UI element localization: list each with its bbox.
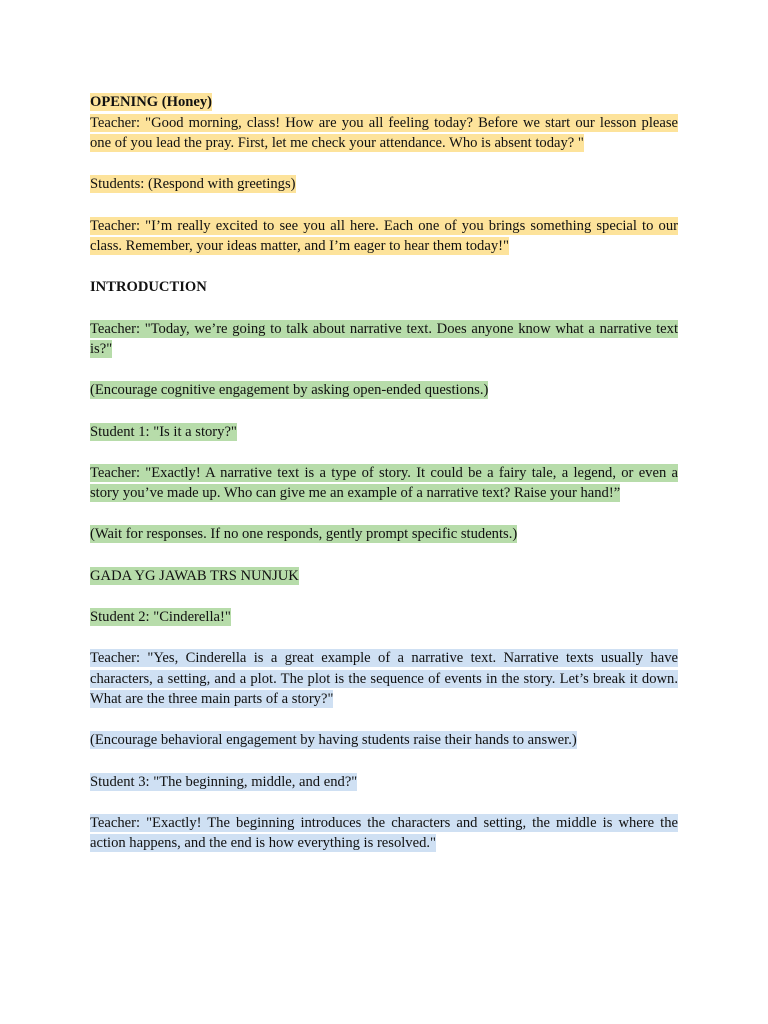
- note-behavioral-paragraph: [90, 730, 678, 751]
- note-cognitive-text: (Encourage cognitive engagement by asking open-ended questions.): [90, 382, 489, 399]
- student2-paragraph: [90, 607, 678, 628]
- note-gada-paragraph: [90, 566, 678, 587]
- teacher-cinderella-paragraph: [90, 648, 678, 710]
- introduction-heading: INTRODUCTION: [90, 279, 207, 296]
- teacher-exactly-text: Teacher: "Exactly! A narrative text is a type of story. It could be a fairy tale, a legend, or even a story you’ve made up. Who can give me an example of a narrative text? Raise your hand!”: [90, 464, 678, 502]
- teacher-narrative-question-paragraph: [90, 319, 678, 360]
- opening-heading: OPENING (Honey): [90, 94, 213, 110]
- students-response-text: Students: (Respond with greetings): [90, 176, 296, 193]
- teacher-excited-text: Teacher: "I’m really excited to see you all here. Each one of you brings something special to our class. Remember, your ideas matter, and I’m eager to hear them today!": [90, 217, 678, 255]
- student1-text: Student 1: "Is it a story?": [90, 423, 237, 440]
- note-gada-text: GADA YG JAWAB TRS NUNJUK: [90, 567, 299, 584]
- document-page: [90, 92, 678, 875]
- student3-text: Student 3: "The beginning, middle, and end?": [90, 773, 358, 790]
- opening-heading-line: [90, 92, 678, 113]
- teacher-narrative-question-text: Teacher: "Today, we’re going to talk about narrative text. Does anyone know what a narrative text is?": [90, 320, 678, 358]
- note-behavioral-text: (Encourage behavioral engagement by having students raise their hands to answer.): [90, 732, 577, 749]
- teacher-excited-paragraph: [90, 216, 678, 257]
- teacher-exactly-paragraph: [90, 463, 678, 504]
- student3-paragraph: [90, 772, 678, 793]
- student2-text: Student 2: "Cinderella!": [90, 608, 231, 625]
- note-wait-text: (Wait for responses. If no one responds, gently prompt specific students.): [90, 526, 518, 543]
- student1-paragraph: [90, 422, 678, 443]
- teacher-final-text: Teacher: "Exactly! The beginning introduces the characters and setting, the middle is where the action happens, and the end is how everything is resolved.": [90, 814, 678, 852]
- teacher-greeting-paragraph: [90, 113, 678, 154]
- note-wait-paragraph: [90, 524, 678, 545]
- teacher-greeting-text: Teacher: "Good morning, class! How are you all feeling today? Before we start our lesson please one of you lead the pray. First, let me check your attendance. Who is absent today? ": [90, 114, 678, 152]
- students-response-paragraph: [90, 174, 678, 195]
- teacher-cinderella-text: Teacher: "Yes, Cinderella is a great example of a narrative text. Narrative texts usually have characters, a setting, and a plot. The plot is the sequence of events in the story. Let’s break it down. What are the three main parts of a story?": [90, 650, 678, 708]
- note-cognitive-paragraph: [90, 380, 678, 401]
- teacher-final-paragraph: [90, 813, 678, 854]
